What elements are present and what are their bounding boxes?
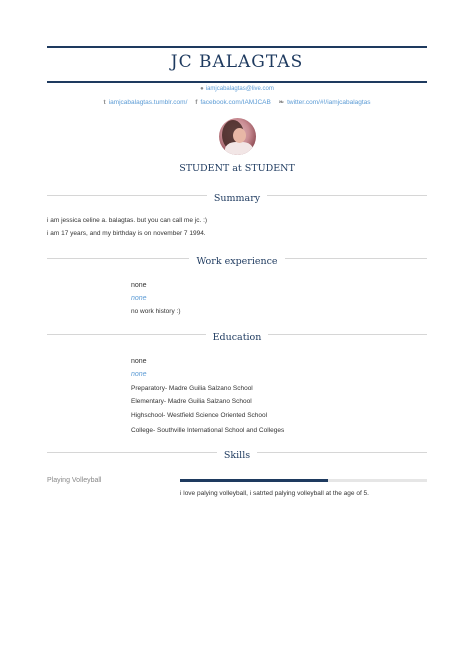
section-title: Summary (207, 193, 267, 204)
social-link-tumblr[interactable]: t iamjcabalagtas.tumblr.com/ (103, 99, 188, 106)
section-education-header (47, 327, 427, 341)
work-position: none (131, 282, 147, 289)
summary-line: i am 17 years, and my birthday is on november 7 1994. (47, 230, 206, 237)
headline: STUDENT at STUDENT (179, 163, 295, 174)
avatar (219, 118, 256, 155)
skill-level-bar (180, 479, 427, 482)
education-item: Elementary- Madre Guilia Salzano School (131, 398, 252, 405)
work-description: no work history :) (131, 308, 181, 315)
header-bottom-rule (47, 81, 427, 83)
section-skills-header (47, 445, 427, 459)
section-summary-header (47, 188, 427, 202)
section-title: Education (206, 332, 269, 343)
skill-level-fill (180, 479, 328, 482)
social-link-twitter[interactable]: ❧ twitter.com/#!/iamjcabalagtas (278, 99, 371, 106)
tumblr-icon: t (103, 99, 106, 106)
section-work-header (47, 251, 427, 265)
work-company: none (131, 295, 147, 302)
twitter-icon: ❧ (278, 99, 285, 106)
summary-line: i am jessica celine a. balagtas. but you can call me jc. :) (47, 217, 208, 224)
social-link-facebook[interactable]: f facebook.com/IAMJCAB (195, 99, 271, 106)
section-title: Work experience (189, 256, 284, 267)
skill-description: i love palying volleyball, i satrted palying volleyball at the age of 5. (180, 490, 369, 497)
header-top-rule (47, 46, 427, 48)
education-item: Highschool- Westfield Science Oriented School (131, 412, 268, 419)
email-link[interactable]: iamjcabalagtas@live.com (205, 86, 274, 92)
email-icon: ● (200, 86, 204, 92)
education-item: College- Southville International School and Colleges (131, 427, 285, 434)
education-degree: none (131, 358, 147, 365)
facebook-icon: f (195, 99, 198, 106)
skill-name: Playing Volleyball (47, 477, 102, 484)
social-links (0, 98, 474, 106)
education-school: none (131, 371, 147, 378)
education-item: Preparatory- Madre Guilia Salzano School (131, 385, 253, 392)
section-title: Skills (217, 450, 257, 461)
resume-name: JC BALAGTAS (170, 52, 304, 72)
contact-email-row (0, 86, 474, 92)
